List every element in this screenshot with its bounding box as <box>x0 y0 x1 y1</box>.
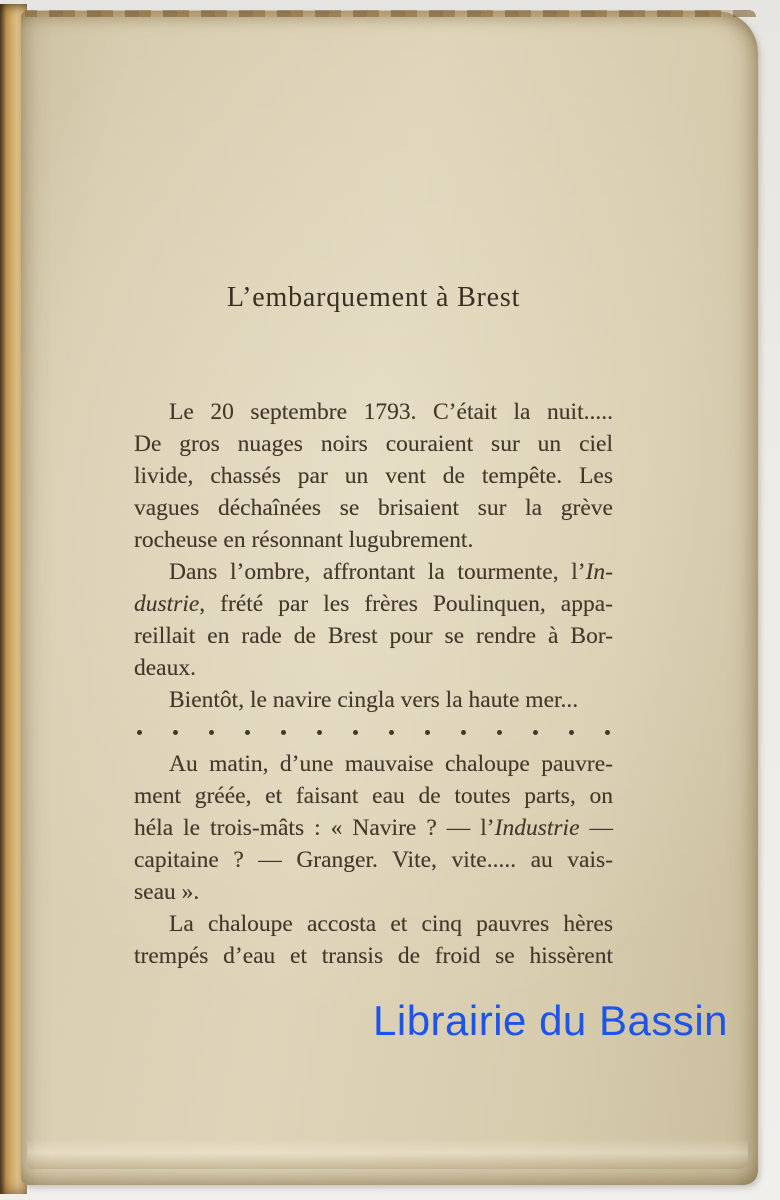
ellipsis-dot <box>209 730 214 735</box>
ellipsis-dot <box>281 730 286 735</box>
text-segment: seau ». <box>134 879 200 905</box>
ellipsis-dot <box>137 730 142 735</box>
text-line <box>134 460 613 492</box>
text-line <box>134 908 613 940</box>
text-segment: trempés d’eau et transis de froid se hissèrent <box>134 943 613 969</box>
ellipsis-dot <box>461 730 466 735</box>
italic-text-segment: Industrie <box>494 815 580 841</box>
text-segment: De gros nuages noirs couraient sur un ciel <box>134 431 613 457</box>
text-line <box>134 492 613 524</box>
ellipsis-dot <box>317 730 322 735</box>
text-segment: Dans l’ombre, affrontant la tourmente, l’ <box>169 559 586 585</box>
ellipsis-dot <box>569 730 574 735</box>
bookseller-watermark: Librairie du Bassin <box>373 997 729 1044</box>
book-page <box>21 11 758 1185</box>
text-line <box>134 748 613 780</box>
ellipsis-dot <box>533 730 538 735</box>
text-line <box>134 588 613 620</box>
text-segment: reillait en rade de Brest pour se rendre à Bor- <box>134 623 613 649</box>
italic-text-segment: In- <box>585 559 613 585</box>
body-text <box>134 396 613 972</box>
text-line <box>134 524 613 556</box>
text-segment: Bientôt, le navire cingla vers la haute mer... <box>169 687 579 713</box>
text-line <box>134 620 613 652</box>
text-segment: ment gréée, et faisant eau de toutes parts, on <box>134 783 613 809</box>
italic-text-segment: dustrie <box>134 591 200 617</box>
text-line <box>134 684 613 716</box>
text-segment: deaux. <box>134 655 196 681</box>
text-line <box>134 556 613 588</box>
text-line <box>134 428 613 460</box>
text-segment: Le 20 septembre 1793. C’était la nuit..... <box>169 399 613 425</box>
text-line <box>134 396 613 428</box>
text-segment: Au matin, d’une mauvaise chaloupe pauvre- <box>169 751 613 777</box>
text-segment: capitaine ? — Granger. Vite, vite..... au vais- <box>134 847 613 873</box>
ellipsis-dot <box>353 730 358 735</box>
ellipsis-dot <box>389 730 394 735</box>
text-segment: La chaloupe accosta et cinq pauvres hères <box>169 911 613 937</box>
chapter-title: L’embarquement à Brest <box>226 282 521 313</box>
ellipsis-dot <box>245 730 250 735</box>
text-segment: rocheuse en résonnant lugubrement. <box>134 527 474 553</box>
text-line <box>134 940 613 972</box>
text-segment: , frété par les frères Poulinquen, appa- <box>199 591 613 617</box>
ellipsis-dot <box>497 730 502 735</box>
text-line <box>134 812 613 844</box>
ellipsis-dot <box>425 730 430 735</box>
ellipsis-dots-row <box>134 716 613 748</box>
ellipsis-dot <box>605 730 610 735</box>
ellipsis-dot <box>173 730 178 735</box>
text-line <box>134 844 613 876</box>
text-line <box>134 876 613 908</box>
page-top-deckle-edge <box>25 10 756 17</box>
text-segment: vagues déchaînées se brisaient sur la grève <box>134 495 613 521</box>
text-segment: héla le trois-mâts : « Navire ? — l’ <box>134 815 495 841</box>
text-line <box>134 780 613 812</box>
text-segment: livide, chassés par un vent de tempête. Les <box>134 463 613 489</box>
text-line <box>134 652 613 684</box>
page-bottom-fold <box>27 1139 748 1169</box>
text-segment: — <box>579 815 614 841</box>
